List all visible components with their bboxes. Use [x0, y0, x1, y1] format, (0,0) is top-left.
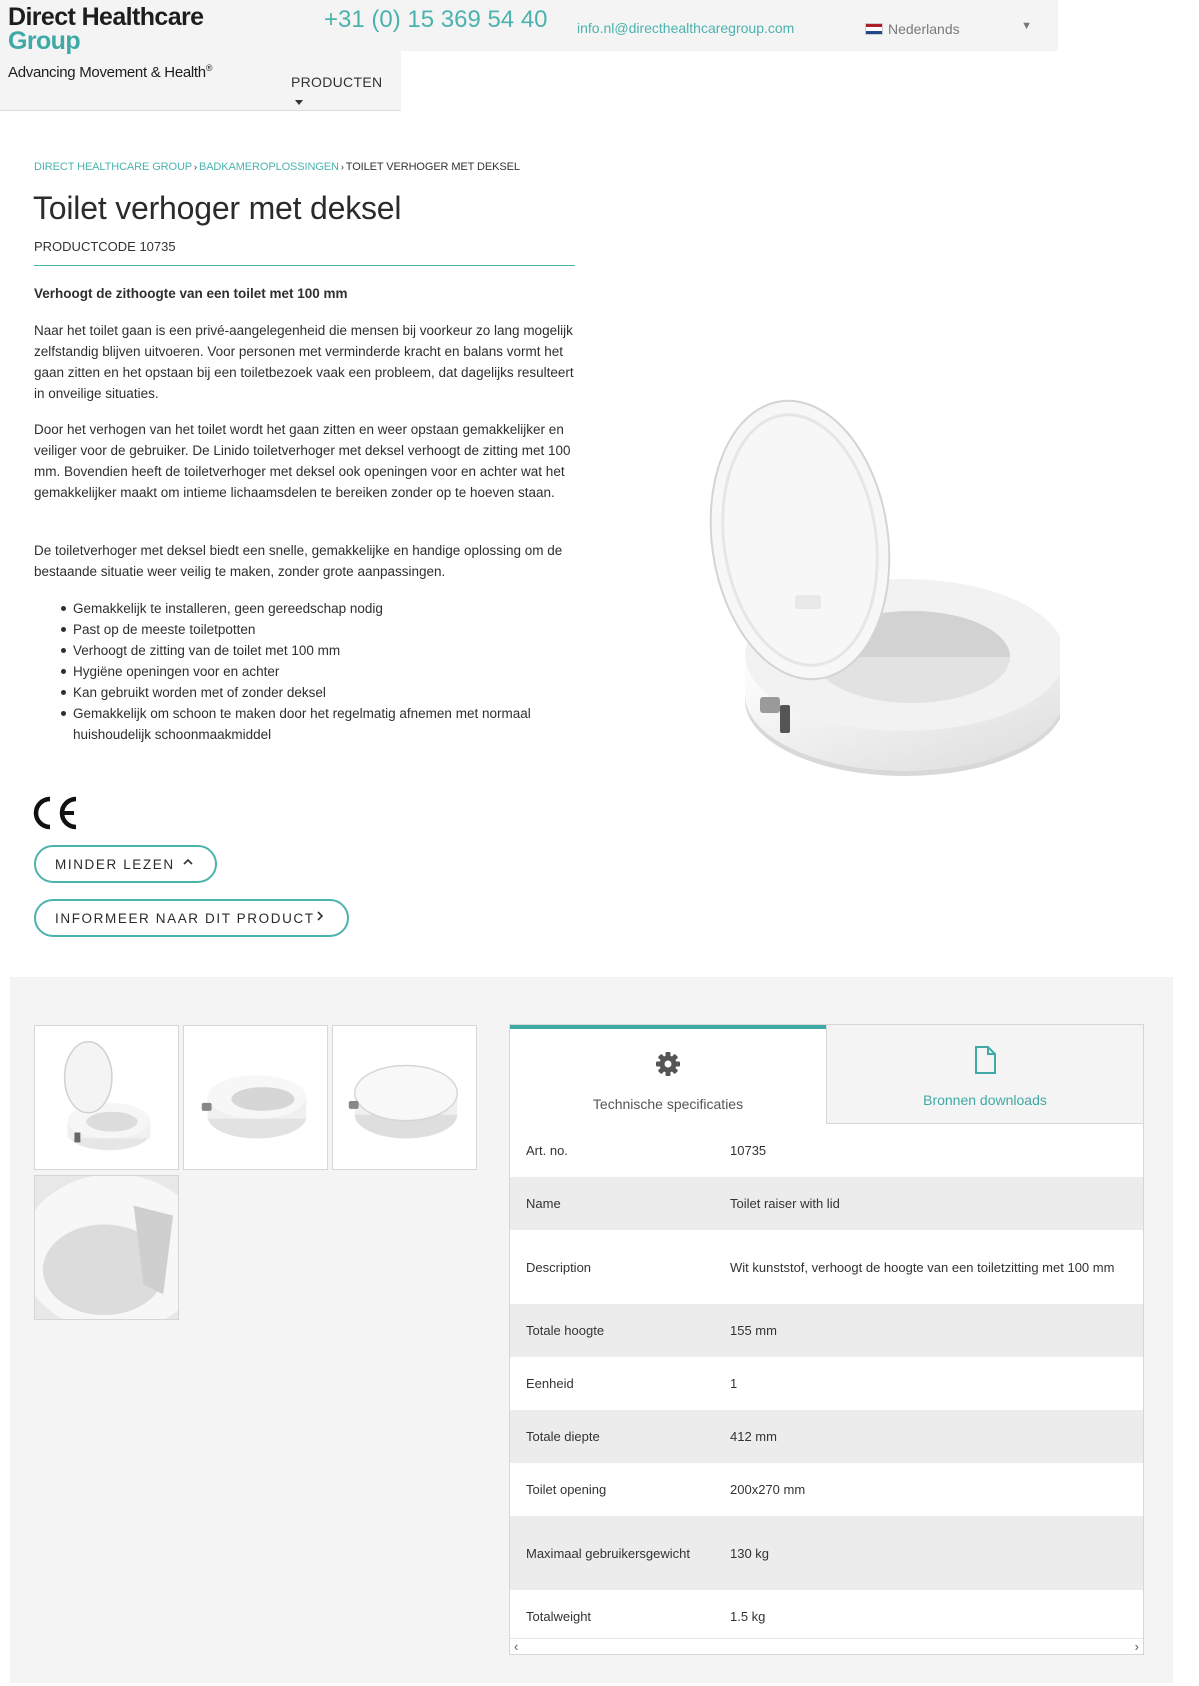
tagline-text: Advancing Movement & Health	[8, 64, 206, 81]
spec-value: 1.5 kg	[730, 1609, 766, 1624]
inquire-product-button[interactable]	[34, 899, 349, 937]
list-item: Hygiëne openingen voor en achter	[73, 661, 583, 682]
dutch-flag-icon	[865, 23, 883, 35]
logo-line-1: Direct Healthcare	[8, 3, 204, 31]
title-divider	[34, 265, 575, 266]
ce-mark-icon	[32, 795, 80, 831]
spec-label: Maximaal gebruikersgewicht	[510, 1516, 714, 1590]
spec-label: Art. no.	[526, 1143, 568, 1158]
table-row	[510, 1124, 1143, 1177]
tagline	[8, 63, 212, 81]
caret-down-icon[interactable]	[295, 100, 303, 105]
chevron-right-icon	[313, 909, 327, 923]
spec-label: Totalweight	[526, 1609, 592, 1624]
phone-link[interactable]: +31 (0) 15 369 54 40	[324, 6, 548, 33]
product-code: PRODUCTCODE 10735	[34, 239, 176, 254]
read-less-label: MINDER LEZEN	[55, 856, 175, 872]
spec-value: 1	[730, 1376, 738, 1391]
list-item: Gemakkelijk om schoon te maken door het regelmatig afnemen met normaal huishoudelijk schoonmaakmiddel	[73, 703, 583, 745]
chevron-up-icon	[181, 855, 195, 869]
table-row	[510, 1357, 1143, 1410]
product-image[interactable]	[700, 355, 1060, 795]
spec-value: 200x270 mm	[730, 1482, 806, 1497]
scroll-left-arrow-icon[interactable]: ‹	[514, 1639, 519, 1654]
product-paragraph: De toiletverhoger met deksel biedt een snelle, gemakkelijke en handige oplossing om de bestaande situatie weer veilig te maken, zonder grote aanpassingen.	[34, 543, 563, 579]
gear-icon	[653, 1049, 683, 1079]
breadcrumb-separator: ›	[340, 162, 344, 172]
breadcrumb	[34, 161, 520, 173]
table-row	[510, 1304, 1143, 1357]
horizontal-scrollbar[interactable]	[510, 1638, 1143, 1654]
scroll-right-arrow-icon[interactable]: ›	[1134, 1639, 1139, 1654]
table-row	[510, 1463, 1143, 1516]
tab-downloads-label: Bronnen downloads	[923, 1092, 1047, 1108]
page-title: Toilet verhoger met deksel	[33, 190, 402, 226]
breadcrumb-separator: ›	[194, 162, 197, 172]
spec-value: 10735	[730, 1143, 767, 1158]
feature-list	[73, 598, 583, 745]
table-row	[510, 1516, 1143, 1590]
table-row	[510, 1230, 1143, 1304]
spec-label: Totale hoogte	[510, 1304, 714, 1357]
tab-technical-specs-label: Technische specificaties	[592, 1096, 744, 1112]
spec-label: Name	[510, 1177, 714, 1230]
spec-label: Totale diepte	[510, 1410, 714, 1463]
thumbnail-image[interactable]	[34, 1175, 179, 1320]
list-item: Verhoogt de zitting van de toilet met 100 mm	[73, 640, 583, 661]
logo-line-2: Group	[8, 27, 80, 55]
product-paragraph: Door het verhogen van het toilet wordt het gaan zitten en weer opstaan gemakkelijker en veiliger voor de gebruiker. De Linido toiletverhoger met deksel verhoogt de zitting met 100 mm. Bovendien heeft de toiletverhoger met deksel ook openingen voor en achter wat het gemakkelijker maakt om intieme lichaamsdelen te bereiken zonder op te hoeven staan.	[34, 422, 571, 500]
spec-value: Toilet raiser with lid	[714, 1177, 1143, 1230]
spec-value: 412 mm	[714, 1410, 1143, 1463]
specs-panel	[509, 1024, 1144, 1655]
language-select[interactable]	[865, 20, 1040, 40]
thumbnail-image[interactable]	[332, 1025, 477, 1170]
spec-label: Description	[526, 1259, 592, 1275]
spec-table	[510, 1124, 1143, 1643]
thumbnail-image[interactable]	[34, 1025, 179, 1170]
table-row	[510, 1590, 1143, 1643]
tab-technical-specs[interactable]	[510, 1025, 826, 1124]
spec-label: Eenheid	[526, 1376, 574, 1391]
breadcrumb-home[interactable]: DIRECT HEALTHCARE GROUP	[34, 161, 193, 173]
table-row	[510, 1410, 1143, 1463]
registered-mark: ®	[205, 63, 213, 73]
spec-value: Wit kunststof, verhoogt de hoogte van een toiletzitting met 100 mm	[730, 1259, 1115, 1275]
language-label: Nederlands	[888, 21, 960, 37]
nav-products[interactable]: PRODUCTEN	[291, 74, 383, 90]
inquire-label: INFORMEER NAAR DIT PRODUCT	[55, 910, 315, 926]
table-row	[510, 1177, 1143, 1230]
read-less-button[interactable]	[34, 845, 217, 883]
document-icon	[970, 1045, 1000, 1075]
list-item: Gemakkelijk te installeren, geen gereedschap nodig	[73, 598, 583, 619]
spec-value: 130 kg	[714, 1516, 1143, 1590]
thumbnail-image[interactable]	[183, 1025, 328, 1170]
list-item: Kan gebruikt worden met of zonder deksel	[73, 682, 583, 703]
email-link[interactable]: info.nl@directhealthcaregroup.com	[577, 20, 795, 36]
product-lead: Verhoogt de zithoogte van een toilet met 100 mm	[34, 286, 348, 301]
spec-value: 155 mm	[714, 1304, 1143, 1357]
product-paragraph: Naar het toilet gaan is een privé-aangelegenheid die mensen bij voorkeur zo lang mogelijk zelfstandig blijven uitvoeren. Voor personen met verminderde kracht en balans vormt het gaan zitten en het opstaan bij een toiletbezoek vaak een probleem, dat dagelijks resulteert in onveilige situaties.	[34, 323, 574, 401]
dropdown-arrow-icon: ▼	[1021, 20, 1032, 32]
tab-downloads[interactable]	[826, 1025, 1143, 1124]
breadcrumb-category[interactable]: BADKAMEROPLOSSINGEN	[198, 161, 339, 173]
list-item: Past op de meeste toiletpotten	[73, 619, 583, 640]
spec-label: Toilet opening	[526, 1482, 607, 1497]
breadcrumb-current: TOILET VERHOGER MET DEKSEL	[345, 161, 520, 173]
